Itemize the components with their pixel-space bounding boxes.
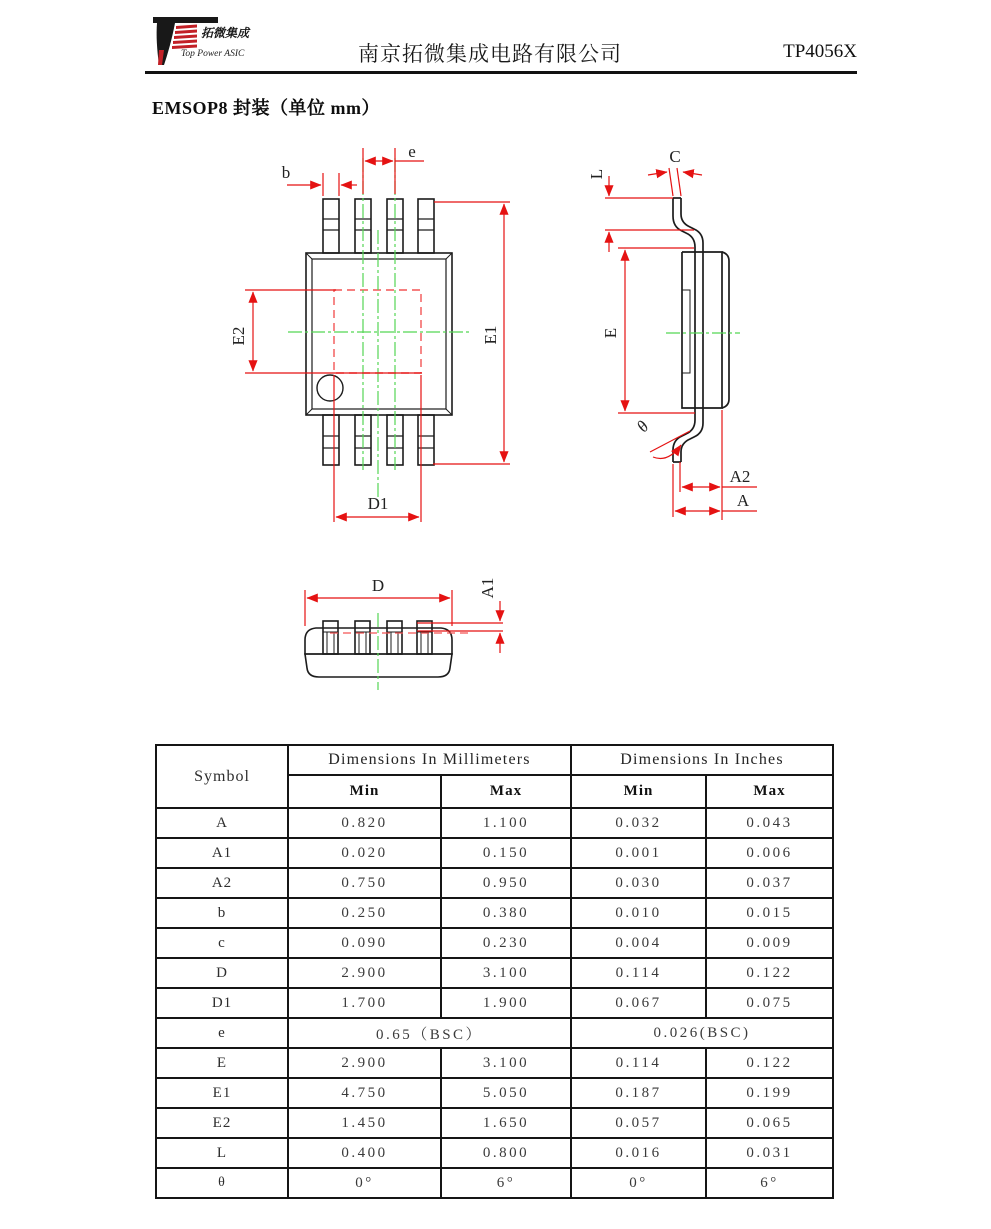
table-row: D1 1.700 1.900 0.067 0.075 bbox=[156, 988, 833, 1018]
table-row: E2 1.450 1.650 0.057 0.065 bbox=[156, 1108, 833, 1138]
dim-label-E: E bbox=[601, 327, 620, 339]
table-row: b 0.250 0.380 0.010 0.015 bbox=[156, 898, 833, 928]
dim-label-A2: A2 bbox=[729, 467, 751, 486]
dim-label-L: L bbox=[587, 168, 606, 180]
header-rule bbox=[145, 71, 857, 74]
table-header-groups bbox=[156, 745, 833, 775]
part-number: TP4056X bbox=[783, 41, 857, 62]
table-row-e: e 0.65（BSC） 0.026(BSC) bbox=[156, 1018, 833, 1048]
inch-min-header: Min bbox=[571, 775, 706, 808]
mm-group-header: Dimensions In Millimeters bbox=[288, 745, 571, 775]
dim-label-E1: E1 bbox=[481, 325, 500, 345]
body-inner-line bbox=[312, 259, 446, 409]
table-row: A1 0.020 0.150 0.001 0.006 bbox=[156, 838, 833, 868]
package-outline-drawing bbox=[150, 130, 870, 710]
table-row: θ 0° 6° 0° 6° bbox=[156, 1168, 833, 1198]
logo-brand-en: Top Power ASIC bbox=[181, 49, 245, 59]
dimension-labels-top-view bbox=[229, 142, 500, 513]
dim-label-D: D bbox=[371, 576, 385, 595]
dimension-labels-side-view bbox=[587, 147, 750, 510]
table-row: D 2.900 3.100 0.114 0.122 bbox=[156, 958, 833, 988]
side-body bbox=[682, 252, 722, 408]
dim-label-A: A bbox=[736, 491, 750, 510]
symbol-header: Symbol bbox=[156, 745, 288, 808]
company-name: 南京拓微集成电路有限公司 bbox=[358, 42, 622, 66]
dim-label-theta: θ bbox=[632, 417, 653, 436]
table-row: A2 0.750 0.950 0.030 0.037 bbox=[156, 868, 833, 898]
dim-label-A1: A1 bbox=[478, 577, 497, 599]
inch-group-header: Dimensions In Inches bbox=[571, 745, 833, 775]
dim-label-D1: D1 bbox=[367, 494, 389, 513]
inch-max-header: Max bbox=[706, 775, 833, 808]
dim-label-C: C bbox=[669, 147, 681, 166]
table-row: A 0.820 1.100 0.032 0.043 bbox=[156, 808, 833, 838]
top-pins bbox=[323, 199, 434, 253]
body-outline bbox=[306, 253, 452, 415]
table-row: E1 4.750 5.050 0.187 0.199 bbox=[156, 1078, 833, 1108]
pin1-indicator bbox=[317, 375, 343, 401]
mm-max-header: Max bbox=[441, 775, 571, 808]
table-row: E 2.900 3.100 0.114 0.122 bbox=[156, 1048, 833, 1078]
mm-min-header: Min bbox=[288, 775, 441, 808]
table-row: c 0.090 0.230 0.004 0.009 bbox=[156, 928, 833, 958]
dimension-labels-front-view bbox=[372, 576, 497, 598]
logo-brand-cn: 拓微集成 bbox=[201, 26, 250, 40]
dim-label-e: e bbox=[408, 142, 416, 161]
centerlines-top-view bbox=[288, 158, 472, 502]
top-power-logo bbox=[145, 12, 267, 70]
dim-label-E2: E2 bbox=[229, 326, 248, 346]
lead-profile-outer bbox=[673, 198, 695, 462]
side-pad-line bbox=[682, 290, 690, 373]
dim-label-b: b bbox=[281, 163, 291, 182]
page-title: EMSOP8 封装（单位 mm） bbox=[152, 98, 380, 118]
side-body-edge bbox=[722, 252, 729, 408]
dimensions-table bbox=[155, 744, 834, 1199]
table-row: L 0.400 0.800 0.016 0.031 bbox=[156, 1138, 833, 1168]
side-view bbox=[673, 198, 729, 462]
